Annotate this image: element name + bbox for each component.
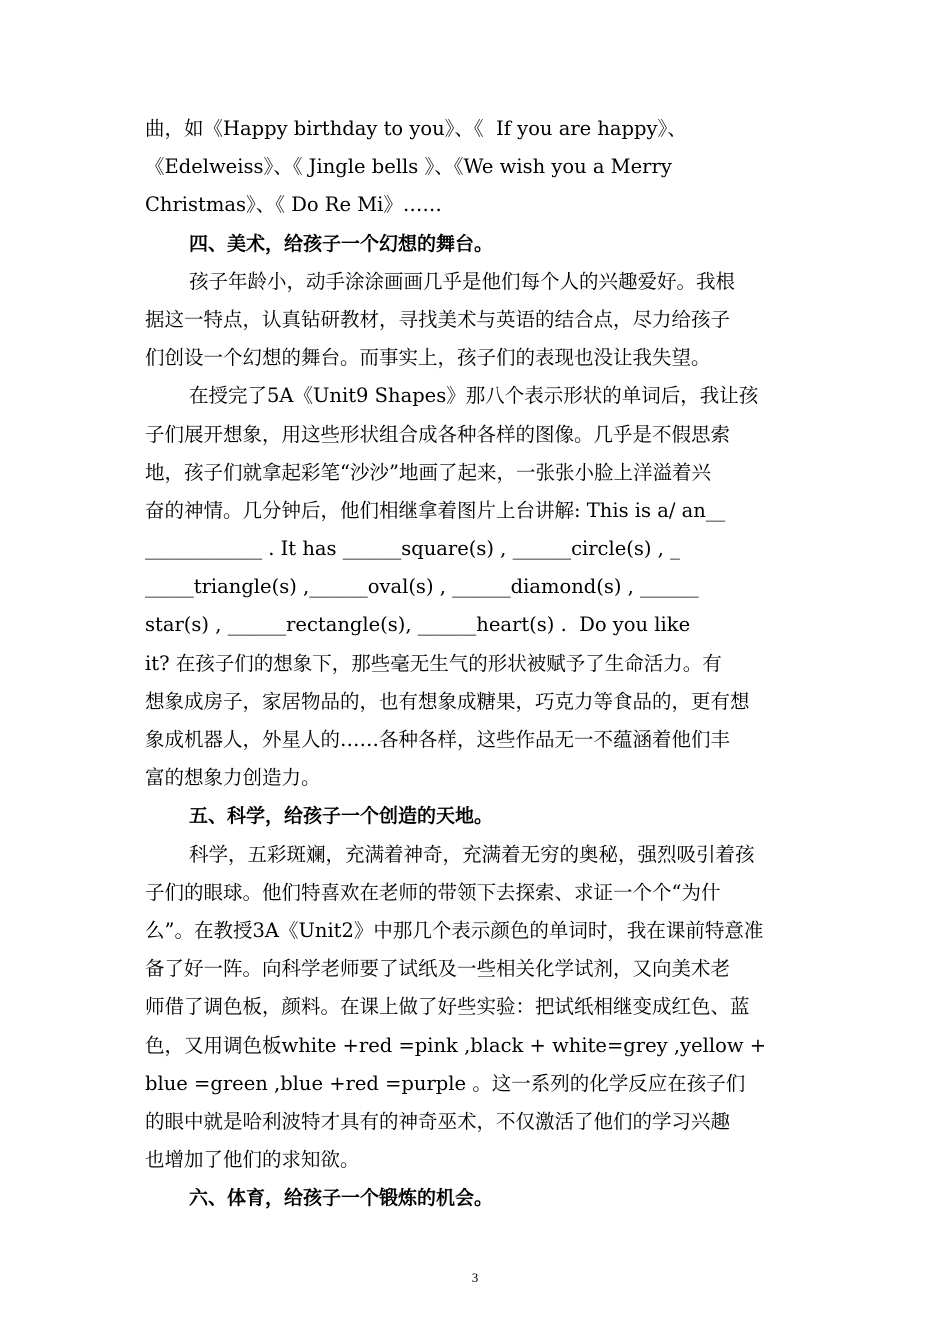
text-line: 师借了调色板，颜料。在课上做了好些实验：把试纸相继变成红色、蓝 <box>145 995 750 1019</box>
text-line: 备了好一阵。向科学老师要了试纸及一些相关化学试剂，又向美术老 <box>145 957 731 981</box>
text-line: _____triangle(s) ,______oval(s) , ______diamond(s) , ______ <box>145 575 699 599</box>
text-line: it? 在孩子们的想象下，那些毫无生气的形状被赋予了生命活力。有 <box>145 651 722 675</box>
text-line: ____________ . It has ______square(s) , ______circle(s) , _ <box>145 537 680 561</box>
paragraph-start: 孩子年龄小，动手涂涂画画几乎是他们每个人的兴趣爱好。我根 <box>189 269 736 293</box>
text-line: 富的想象力创造力。 <box>145 766 321 790</box>
text-line: 的眼中就是哈利波特才具有的神奇巫术，不仅激活了他们的学习兴趣 <box>145 1109 731 1133</box>
text-line: 子们展开想象，用这些形状组合成各种各样的图像。几乎是不假思索 <box>145 422 731 446</box>
text-line: 象成机器人，外星人的……各种各样，这些作品无一不蕴涵着他们丰 <box>145 728 731 751</box>
text-line: 奋的神情。几分钟后，他们相继拿着图片上台讲解: This is a/ an__ <box>145 498 726 522</box>
text-line: 地，孩子们就拿起彩笔“沙沙”地画了起来，一张张小脸上洋溢着兴 <box>145 460 711 484</box>
paragraph-start: 在授完了5A《Unit9 Shapes》那八个表示形状的单词后，我让孩 <box>189 384 759 408</box>
page-number: 3 <box>471 1270 479 1285</box>
paragraph-start: 科学，五彩斑斓，充满着神奇，充满着无穷的奥秘，强烈吸引着孩 <box>189 842 755 866</box>
text-line: star(s) , ______rectangle(s), ______heart(s) . Do you like <box>145 613 691 637</box>
text-line: 据这一特点，认真钻研教材，寻找美术与英语的结合点，尽力给孩子 <box>145 307 731 331</box>
section-heading-art: 四、美术，给孩子一个幻想的舞台。 <box>189 232 494 255</box>
text-line: 色，又用调色板white +red =pink ,black + white=grey ,yellow + <box>145 1033 767 1057</box>
text-line: 想象成房子，家居物品的，也有想象成糖果，巧克力等食品的，更有想 <box>145 689 750 713</box>
text-line: Christmas》、《 Do Re Mi》…… <box>145 193 442 217</box>
text-line: 也增加了他们的求知欲。 <box>145 1148 360 1172</box>
section-heading-science: 五、科学，给孩子一个创造的天地。 <box>189 805 494 828</box>
section-heading-pe: 六、体育，给孩子一个锻炼的机会。 <box>189 1187 494 1210</box>
text-line: 子们的眼球。他们特喜欢在老师的带领下去探索、求证一个个“为什 <box>145 880 721 904</box>
text-line: 《Edelweiss》、《 Jingle bells 》、《We wish you a Merry <box>145 155 672 179</box>
body-text <box>145 110 810 1217</box>
text-line: 们创设一个幻想的舞台。而事实上，孩子们的表现也没让我失望。 <box>145 346 711 370</box>
text-line: 曲，如《Happy birthday to you》、《 If you are happy》、 <box>145 117 687 140</box>
text-line: blue =green ,blue +red =purple 。这一系列的化学反应在孩子们 <box>145 1071 746 1095</box>
text-line: 么”。在教授3A《Unit2》中那几个表示颜色的单词时，我在课前特意准 <box>145 918 764 942</box>
